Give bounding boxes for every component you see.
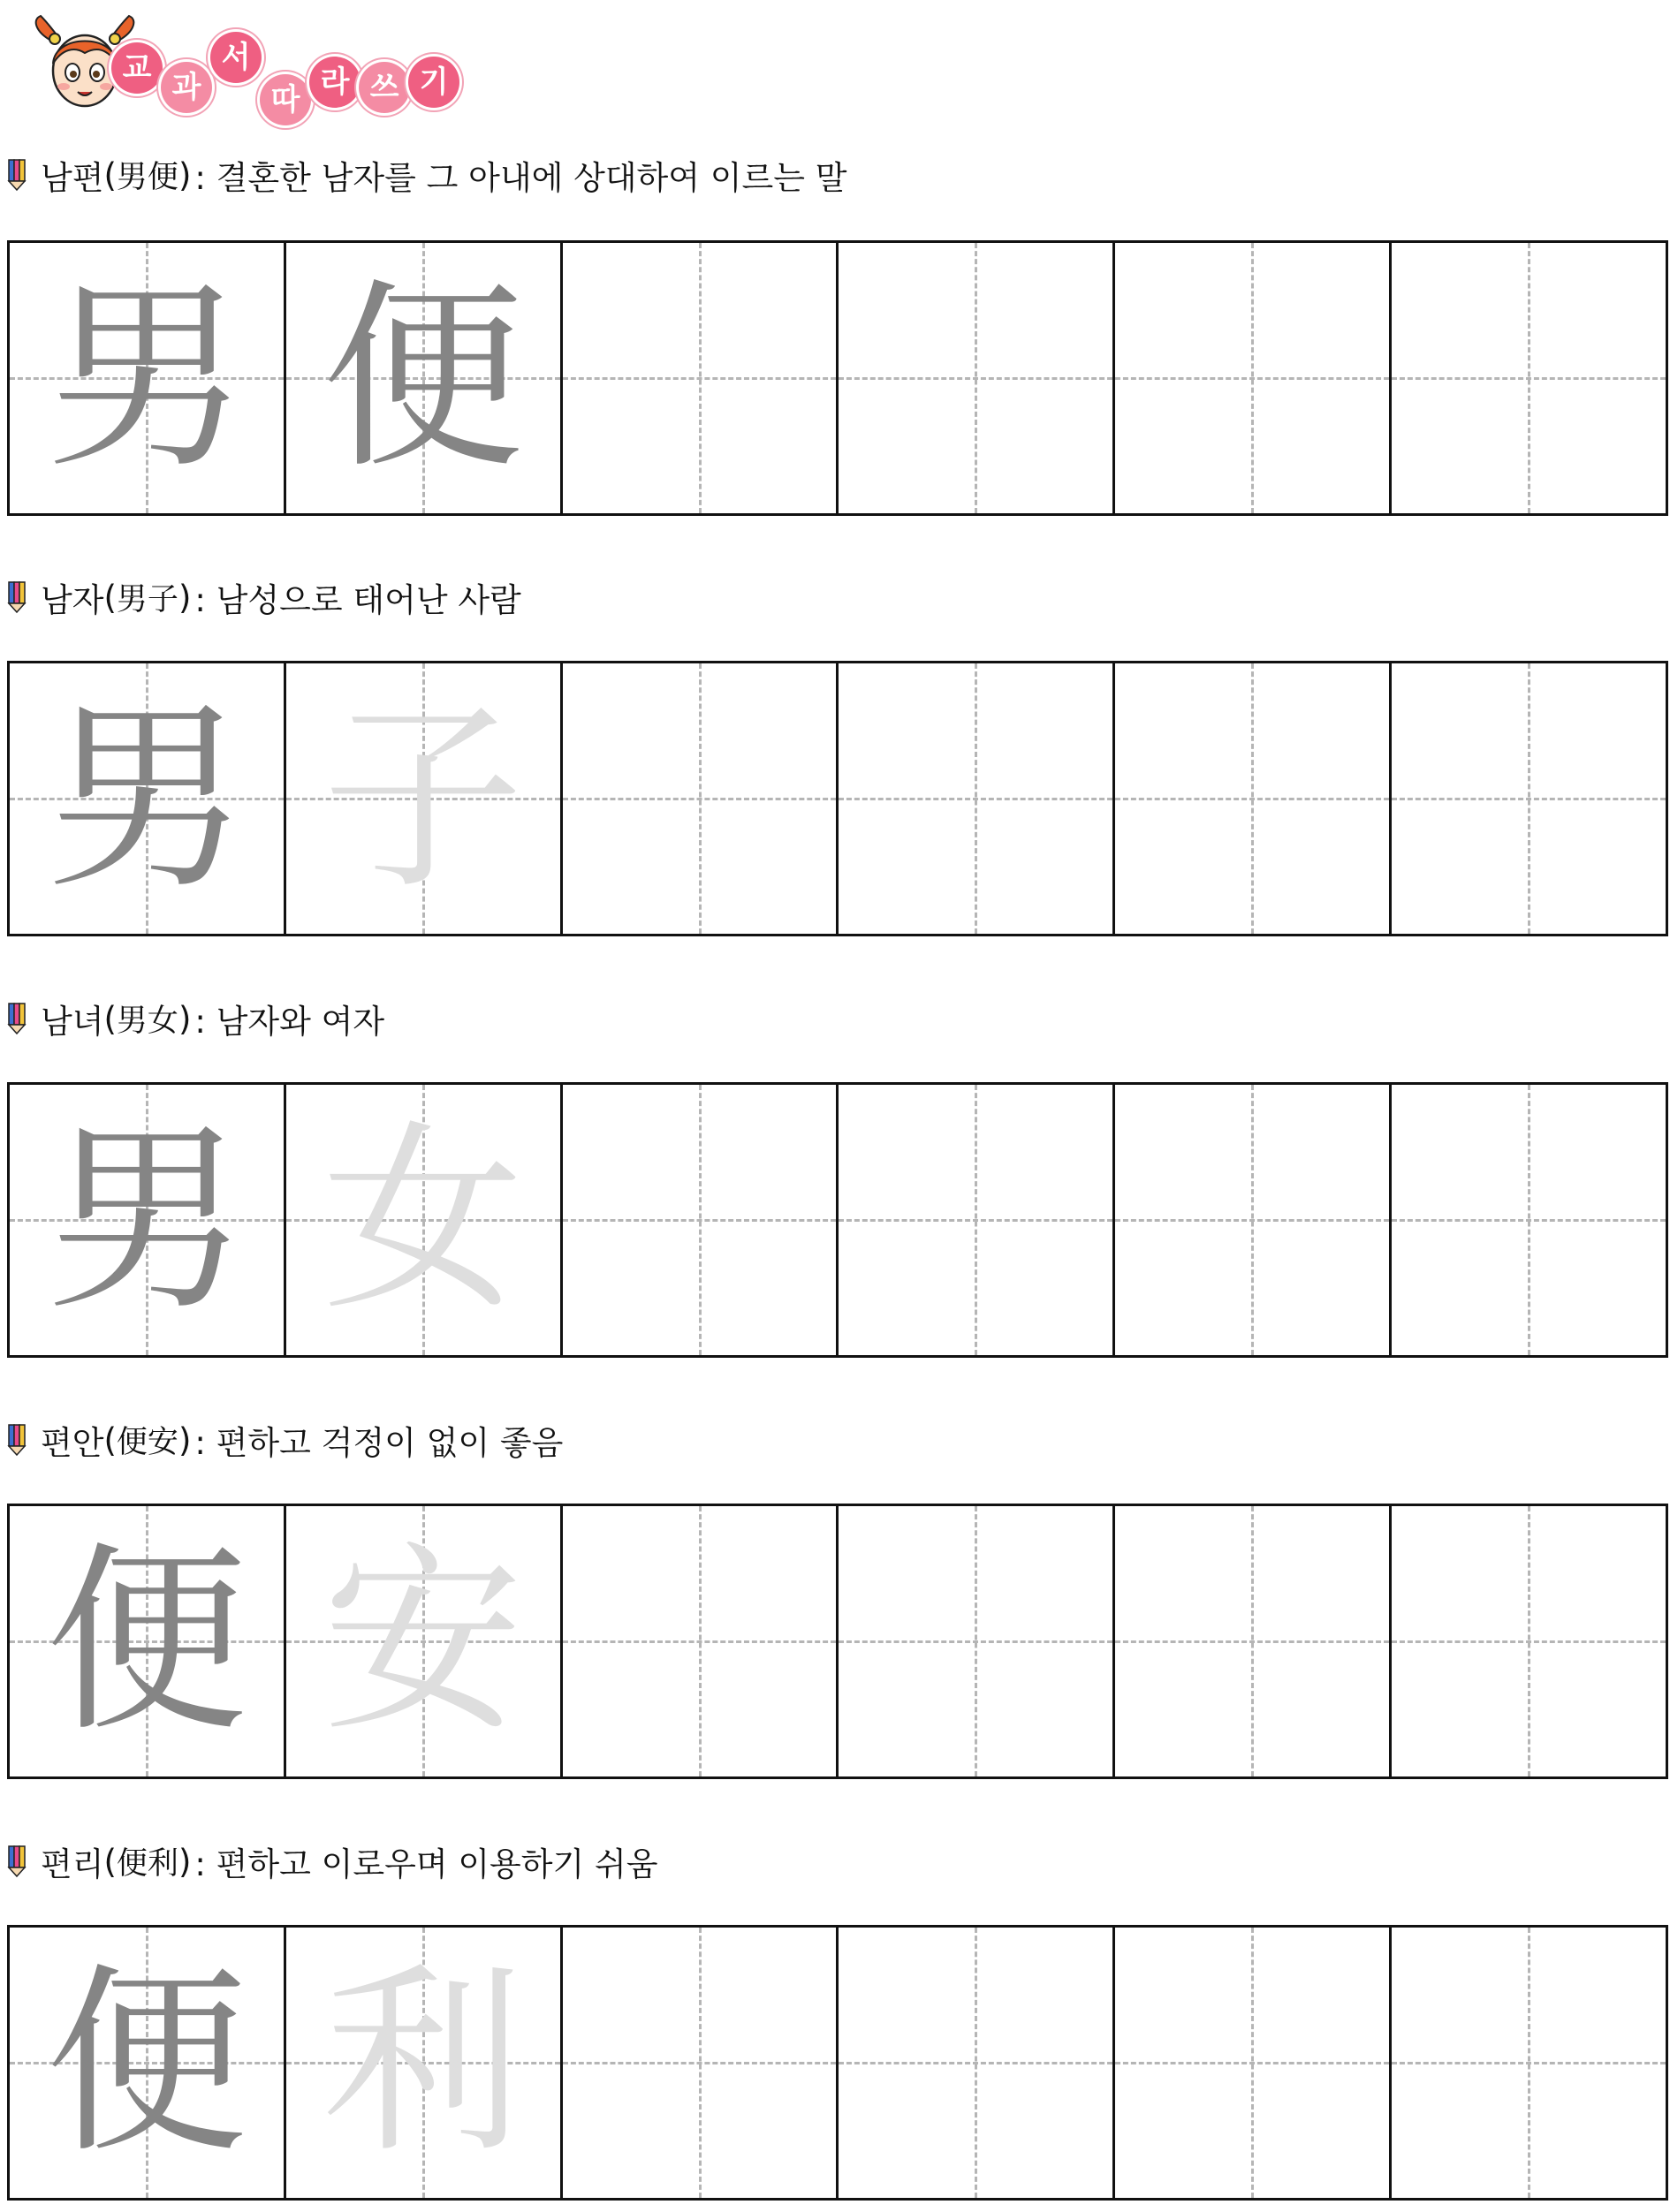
grid-cell[interactable] [563, 1928, 839, 2198]
grid-cell[interactable] [1392, 663, 1666, 934]
grid-cell[interactable] [1115, 663, 1392, 934]
section-title: 편안 ( 便安 ) : 편하고 걱정이 없이 좋음 [7, 1417, 563, 1463]
grid-cell[interactable] [839, 1085, 1115, 1355]
grid-cell[interactable] [1115, 1085, 1392, 1355]
grid-cell[interactable] [1392, 1085, 1666, 1355]
trace-char: 男 [45, 681, 247, 916]
practice-grid [7, 1082, 1668, 1358]
word-hanja: 男女 [116, 1004, 178, 1039]
logo-char: 서 [210, 32, 262, 83]
word-reading: 편안 [41, 1424, 104, 1462]
trace-char: 便 [322, 261, 524, 496]
grid-cell[interactable] [1392, 243, 1666, 513]
logo-char: 교 [111, 42, 163, 94]
word-hanja: 男子 [116, 582, 178, 617]
grid-cell[interactable] [286, 1506, 563, 1776]
word-reading: 남편 [41, 159, 104, 197]
grid-cell[interactable] [563, 663, 839, 934]
grid-cell[interactable] [10, 1506, 286, 1776]
word-hanja: 便利 [116, 1846, 178, 1882]
practice-grid [7, 1925, 1668, 2201]
trace-char: 子 [322, 681, 524, 916]
trace-char: 便 [45, 1945, 247, 2180]
section-title: 편리 ( 便利 ) : 편하고 이로우며 이용하기 쉬움 [7, 1838, 658, 1884]
grid-cell[interactable] [839, 1928, 1115, 2198]
grid-cell[interactable] [839, 1506, 1115, 1776]
grid-cell[interactable] [839, 663, 1115, 934]
word-reading: 편리 [41, 1845, 104, 1883]
logo [25, 5, 484, 118]
logo-char: 과 [161, 62, 212, 113]
grid-cell[interactable] [286, 1085, 563, 1355]
grid-cell[interactable] [1115, 1506, 1392, 1776]
pencil-icon [7, 1423, 27, 1457]
grid-cell[interactable] [10, 1085, 286, 1355]
section-title: 남녀 ( 男女 ) : 남자와 여자 [7, 996, 384, 1042]
grid-cell[interactable] [563, 243, 839, 513]
trace-char: 女 [322, 1102, 524, 1337]
word-hanja: 便安 [116, 1425, 178, 1460]
grid-cell[interactable] [1392, 1928, 1666, 2198]
grid-cell[interactable] [286, 1928, 563, 2198]
grid-cell[interactable] [563, 1085, 839, 1355]
logo-char: 쓰 [359, 62, 410, 113]
section-title: 남편 ( 男便 ) : 결혼한 남자를 그 아내에 상대하여 이르는 말 [7, 152, 847, 198]
grid-cell[interactable] [1392, 1506, 1666, 1776]
trace-char: 便 [45, 1524, 247, 1759]
trace-char: 安 [322, 1524, 524, 1759]
pencil-icon [7, 158, 27, 192]
word-meaning: : 결혼한 남자를 그 아내에 상대하여 이르는 말 [194, 159, 847, 197]
pencil-icon [7, 580, 27, 614]
trace-char: 男 [45, 1102, 247, 1337]
word-meaning: : 남자와 여자 [194, 1003, 385, 1041]
grid-cell[interactable] [839, 243, 1115, 513]
word-reading: 남녀 [41, 1003, 104, 1041]
grid-cell[interactable] [563, 1506, 839, 1776]
logo-char: 기 [408, 57, 459, 108]
word-meaning: : 남성으로 태어난 사람 [194, 581, 521, 619]
grid-cell[interactable] [286, 663, 563, 934]
word-meaning: : 편하고 이로우며 이용하기 쉬움 [194, 1845, 658, 1883]
practice-grid [7, 240, 1668, 516]
grid-cell[interactable] [1115, 1928, 1392, 2198]
word-hanja: 男便 [116, 160, 178, 195]
grid-cell[interactable] [10, 1928, 286, 2198]
section-title: 남자 ( 男子 ) : 남성으로 태어난 사람 [7, 574, 521, 620]
grid-cell[interactable] [10, 663, 286, 934]
practice-grid [7, 1504, 1668, 1779]
grid-cell[interactable] [10, 243, 286, 513]
pencil-icon [7, 1002, 27, 1035]
pencil-icon [7, 1845, 27, 1878]
trace-char: 男 [45, 261, 247, 496]
trace-char: 利 [322, 1945, 524, 2180]
logo-char: 라 [309, 57, 361, 108]
grid-cell[interactable] [1115, 243, 1392, 513]
word-meaning: : 편하고 걱정이 없이 좋음 [194, 1424, 564, 1462]
logo-char: 따 [260, 74, 311, 125]
word-reading: 남자 [41, 581, 104, 619]
grid-cell[interactable] [286, 243, 563, 513]
practice-grid [7, 661, 1668, 936]
